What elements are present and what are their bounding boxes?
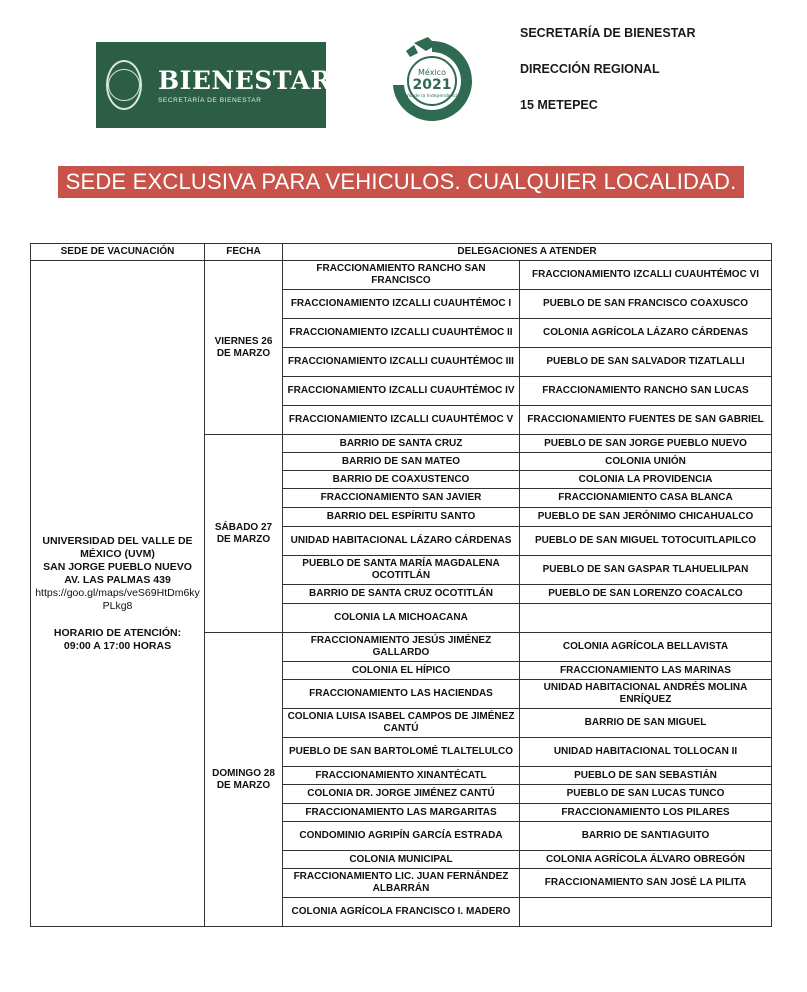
- delegation-cell-right: [520, 898, 772, 927]
- delegation-cell-right: BARRIO DE SAN MIGUEL: [520, 709, 772, 738]
- delegation-cell-right: PUEBLO DE SAN JORGE PUEBLO NUEVO: [520, 435, 772, 453]
- exclusive-vehicle-banner: SEDE EXCLUSIVA PARA VEHICULOS. CUALQUIER LOCALIDAD.: [58, 166, 744, 198]
- delegation-cell-left: FRACCIONAMIENTO LIC. JUAN FERNÁNDEZ ALBARRÁN: [283, 869, 520, 898]
- site-line: SAN JORGE PUEBLO NUEVO: [43, 560, 192, 573]
- delegation-cell-right: [520, 604, 772, 633]
- delegation-cell-right: PUEBLO DE SAN FRANCISCO COAXUSCO: [520, 290, 772, 319]
- delegation-cell-left: FRACCIONAMIENTO XINANTÉCATL: [283, 767, 520, 785]
- delegation-cell-left: FRACCIONAMIENTO IZCALLI CUAUHTÉMOC III: [283, 348, 520, 377]
- delegation-cell-right: FRACCIONAMIENTO FUENTES DE SAN GABRIEL: [520, 406, 772, 435]
- delegation-cell-left: FRACCIONAMIENTO JESÚS JIMÉNEZ GALLARDO: [283, 633, 520, 662]
- org-line-direccion: DIRECCIÓN REGIONAL: [520, 62, 660, 76]
- delegation-cell-left: FRACCIONAMIENTO RANCHO SAN FRANCISCO: [283, 261, 520, 290]
- delegation-cell-right: FRACCIONAMIENTO CASA BLANCA: [520, 489, 772, 508]
- delegation-cell-right: COLONIA AGRÍCOLA BELLAVISTA: [520, 633, 772, 662]
- delegation-cell-left: PUEBLO DE SANTA MARÍA MAGDALENA OCOTITLÁN: [283, 556, 520, 585]
- vaccination-schedule-table: [30, 243, 772, 927]
- delegation-cell-right: FRACCIONAMIENTO SAN JOSÉ LA PILITA: [520, 869, 772, 898]
- site-line: AV. LAS PALMAS 439: [64, 573, 171, 586]
- delegation-cell-left: FRACCIONAMIENTO IZCALLI CUAUHTÉMOC II: [283, 319, 520, 348]
- delegation-cell-right: COLONIA UNIÓN: [520, 453, 772, 471]
- delegation-cell-left: FRACCIONAMIENTO LAS HACIENDAS: [283, 680, 520, 709]
- vaccination-site-cell: [31, 261, 205, 927]
- delegation-cell-right: COLONIA AGRÍCOLA LÁZARO CÁRDENAS: [520, 319, 772, 348]
- svg-text:2021: 2021: [412, 77, 452, 93]
- delegation-cell-right: UNIDAD HABITACIONAL TOLLOCAN II: [520, 738, 772, 767]
- delegation-cell-right: PUEBLO DE SAN MIGUEL TOTOCUITLAPILCO: [520, 527, 772, 556]
- delegation-cell-left: COLONIA LA MICHOACANA: [283, 604, 520, 633]
- date-cell: DOMINGO 28 DE MARZO: [205, 633, 283, 927]
- header-site: SEDE DE VACUNACIÓN: [31, 244, 205, 261]
- delegation-cell-right: PUEBLO DE SAN LORENZO COACALCO: [520, 585, 772, 604]
- delegation-cell-right: PUEBLO DE SAN JERÓNIMO CHICAHUALCO: [520, 508, 772, 527]
- delegation-cell-left: BARRIO DE SAN MATEO: [283, 453, 520, 471]
- date-cell: VIERNES 26 DE MARZO: [205, 261, 283, 435]
- delegation-cell-left: BARRIO DE SANTA CRUZ OCOTITLÁN: [283, 585, 520, 604]
- delegation-cell-left: UNIDAD HABITACIONAL LÁZARO CÁRDENAS: [283, 527, 520, 556]
- table-row: [31, 261, 772, 290]
- logo-wordmark: BIENESTAR: [158, 65, 332, 95]
- hours-value: 09:00 A 17:00 HORAS: [63, 639, 172, 652]
- delegation-cell-left: CONDOMINIO AGRIPÍN GARCÍA ESTRADA: [283, 822, 520, 851]
- delegation-cell-left: BARRIO DE SANTA CRUZ: [283, 435, 520, 453]
- delegation-cell-left: COLONIA DR. JORGE JIMÉNEZ CANTÚ: [283, 785, 520, 804]
- delegation-cell-left: COLONIA LUISA ISABEL CAMPOS DE JIMÉNEZ CANTÚ: [283, 709, 520, 738]
- mexico-2021-emblem-icon: [384, 33, 480, 129]
- delegation-cell-right: PUEBLO DE SAN GASPAR TLAHUELILPAN: [520, 556, 772, 585]
- header-date: FECHA: [205, 244, 283, 261]
- delegation-cell-left: FRACCIONAMIENTO IZCALLI CUAUHTÉMOC I: [283, 290, 520, 319]
- svg-text:Año de la Independencia: Año de la Independencia: [404, 94, 460, 99]
- org-line-region: 15 METEPEC: [520, 98, 598, 112]
- org-line-secretaria: SECRETARÍA DE BIENESTAR: [520, 26, 696, 40]
- site-map-link[interactable]: https://goo.gl/maps/veS69HtDm6kyPLkg8: [35, 586, 200, 612]
- delegation-cell-left: BARRIO DE COAXUSTENCO: [283, 471, 520, 489]
- header-delegations: DELEGACIONES A ATENDER: [283, 244, 772, 261]
- delegation-cell-right: PUEBLO DE SAN LUCAS TUNCO: [520, 785, 772, 804]
- delegation-cell-right: FRACCIONAMIENTO RANCHO SAN LUCAS: [520, 377, 772, 406]
- delegation-cell-left: PUEBLO DE SAN BARTOLOMÉ TLALTELULCO: [283, 738, 520, 767]
- national-seal-icon: [106, 60, 142, 110]
- delegation-cell-left: FRACCIONAMIENTO LAS MARGARITAS: [283, 804, 520, 822]
- delegation-cell-left: FRACCIONAMIENTO IZCALLI CUAUHTÉMOC IV: [283, 377, 520, 406]
- delegation-cell-left: BARRIO DEL ESPÍRITU SANTO: [283, 508, 520, 527]
- svg-text:México: México: [418, 68, 446, 77]
- delegation-cell-right: COLONIA AGRÍCOLA ÁLVARO OBREGÓN: [520, 851, 772, 869]
- delegation-cell-right: PUEBLO DE SAN SEBASTIÁN: [520, 767, 772, 785]
- delegation-cell-right: FRACCIONAMIENTO LOS PILARES: [520, 804, 772, 822]
- delegation-cell-left: COLONIA AGRÍCOLA FRANCISCO I. MADERO: [283, 898, 520, 927]
- delegation-cell-right: UNIDAD HABITACIONAL ANDRÉS MOLINA ENRÍQUEZ: [520, 680, 772, 709]
- logo-subtext: SECRETARÍA DE BIENESTAR: [158, 96, 262, 104]
- delegation-cell-right: COLONIA LA PROVIDENCIA: [520, 471, 772, 489]
- delegation-cell-left: FRACCIONAMIENTO IZCALLI CUAUHTÉMOC V: [283, 406, 520, 435]
- delegation-cell-right: PUEBLO DE SAN SALVADOR TIZATLALLI: [520, 348, 772, 377]
- delegation-cell-left: FRACCIONAMIENTO SAN JAVIER: [283, 489, 520, 508]
- bienestar-logo: [96, 42, 332, 128]
- delegation-cell-right: FRACCIONAMIENTO IZCALLI CUAUHTÉMOC VI: [520, 261, 772, 290]
- org-lines: [520, 26, 780, 134]
- delegation-cell-left: COLONIA EL HÍPICO: [283, 662, 520, 680]
- table-header-row: [31, 244, 772, 261]
- site-line: UNIVERSIDAD DEL VALLE DE MÉXICO (UVM): [42, 534, 193, 560]
- delegation-cell-left: COLONIA MUNICIPAL: [283, 851, 520, 869]
- delegation-cell-right: FRACCIONAMIENTO LAS MARINAS: [520, 662, 772, 680]
- delegation-cell-right: BARRIO DE SANTIAGUITO: [520, 822, 772, 851]
- hours-label: HORARIO DE ATENCIÓN:: [53, 626, 182, 639]
- date-cell: SÁBADO 27 DE MARZO: [205, 435, 283, 633]
